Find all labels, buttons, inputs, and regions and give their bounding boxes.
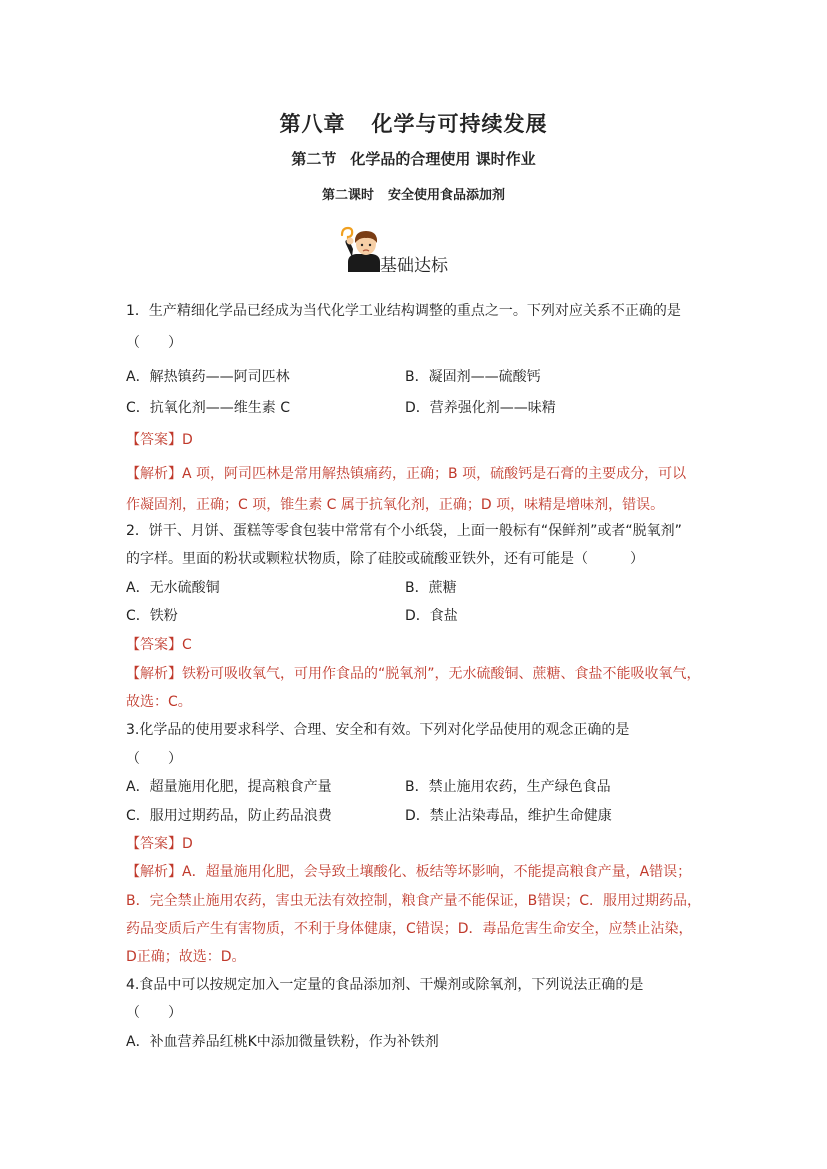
- section-badge: [340, 226, 500, 276]
- badge-label: 基础达标: [380, 256, 448, 276]
- question-1-analysis-line-2: 作凝固剂，正确；C 项，锥生素 C 属于抗氧化剂，正确；D 项，味精是增味剂，错误。: [126, 497, 665, 513]
- question-1-option-c: C．抗氧化剂——维生素 C: [126, 400, 291, 416]
- lesson-title: 第二课时 安全使用食品添加剂: [321, 188, 506, 203]
- question-3-stem-line-2: （ ）: [126, 751, 182, 767]
- question-3-analysis-line-1: 【解析】A．超量施用化肥，会导致土壤酸化、板结等坏影响，不能提高粮食产量，A错误；: [126, 864, 692, 880]
- question-2-analysis-line-1: 【解析】铁粉可吸收氧气，可用作食品的“脱氧剂”，无水硫酸铜、蔗糖、食盐不能吸收氧气，: [126, 666, 701, 682]
- question-1-analysis-line-1: 【解析】A 项，阿司匹林是常用解热镇痛药，正确；B 项，硫酸钙是石膏的主要成分，可以: [126, 466, 687, 482]
- question-1-stem-line-2: （ ）: [126, 335, 182, 351]
- question-3-analysis-line-3: 药品变质后产生有害物质，不利于身体健康，C错误；D．毒品危害生命安全，应禁止沾染，: [126, 921, 693, 937]
- question-3-analysis-line-2: B．完全禁止施用农药，害虫无法有效控制，粮食产量不能保证，B错误；C．服用过期药品，: [126, 893, 701, 909]
- question-3-answer: 【答案】D: [126, 836, 193, 852]
- question-2-option-b: B．蔗糖: [405, 580, 457, 596]
- question-4-stem-line-1: 4.食品中可以按规定加入一定量的食品添加剂、干燥剂或除氧剂，下列说法正确的是: [126, 977, 644, 993]
- question-1-option-a: A．解热镇药——阿司匹林: [126, 369, 290, 385]
- question-1-option-b: B．凝固剂——硫酸钙: [405, 369, 541, 385]
- question-2-option-a: A．无水硫酸铜: [126, 580, 220, 596]
- thinking-student-icon: [340, 226, 384, 274]
- question-3-option-c: C．服用过期药品，防止药品浪费: [126, 808, 332, 824]
- question-4-stem-line-2: （ ）: [126, 1005, 182, 1021]
- question-2-analysis-line-2: 故选：C。: [126, 694, 192, 710]
- chapter-title: 第八章 化学与可持续发展: [279, 111, 548, 136]
- question-2-stem-line-1: 2．饼干、月饼、蛋糕等零食包装中常常有个小纸袋，上面一般标有“保鲜剂”或者“脱氧剂”: [126, 523, 682, 539]
- question-3-stem-line-1: 3.化学品的使用要求科学、合理、安全和有效。下列对化学品使用的观念正确的是: [126, 722, 630, 738]
- question-2-option-d: D．食盐: [405, 608, 458, 624]
- question-1-option-d: D．营养强化剂——味精: [405, 400, 556, 416]
- question-3-option-a: A．超量施用化肥，提高粮食产量: [126, 779, 332, 795]
- question-3-analysis-line-4: D正确；故选：D。: [126, 949, 246, 965]
- section-title: 第二节 化学品的合理使用 课时作业: [291, 150, 536, 168]
- question-2-stem-line-2: 的字样。里面的粉状或颗粒状物质，除了硅胶或硫酸亚铁外，还有可能是（ ）: [126, 551, 644, 567]
- question-1-stem-line-1: 1．生产精细化学品已经成为当代化学工业结构调整的重点之一。下列对应关系不正确的是: [126, 303, 681, 319]
- question-2-answer: 【答案】C: [126, 637, 192, 653]
- question-3-option-b: B．禁止施用农药，生产绿色食品: [405, 779, 611, 795]
- question-4-option-a: A．补血营养品红桃K中添加微量铁粉，作为补铁剂: [126, 1034, 439, 1050]
- question-2-option-c: C．铁粉: [126, 608, 178, 624]
- question-1-answer: 【答案】D: [126, 432, 193, 448]
- question-3-option-d: D．禁止沾染毒品，维护生命健康: [405, 808, 612, 824]
